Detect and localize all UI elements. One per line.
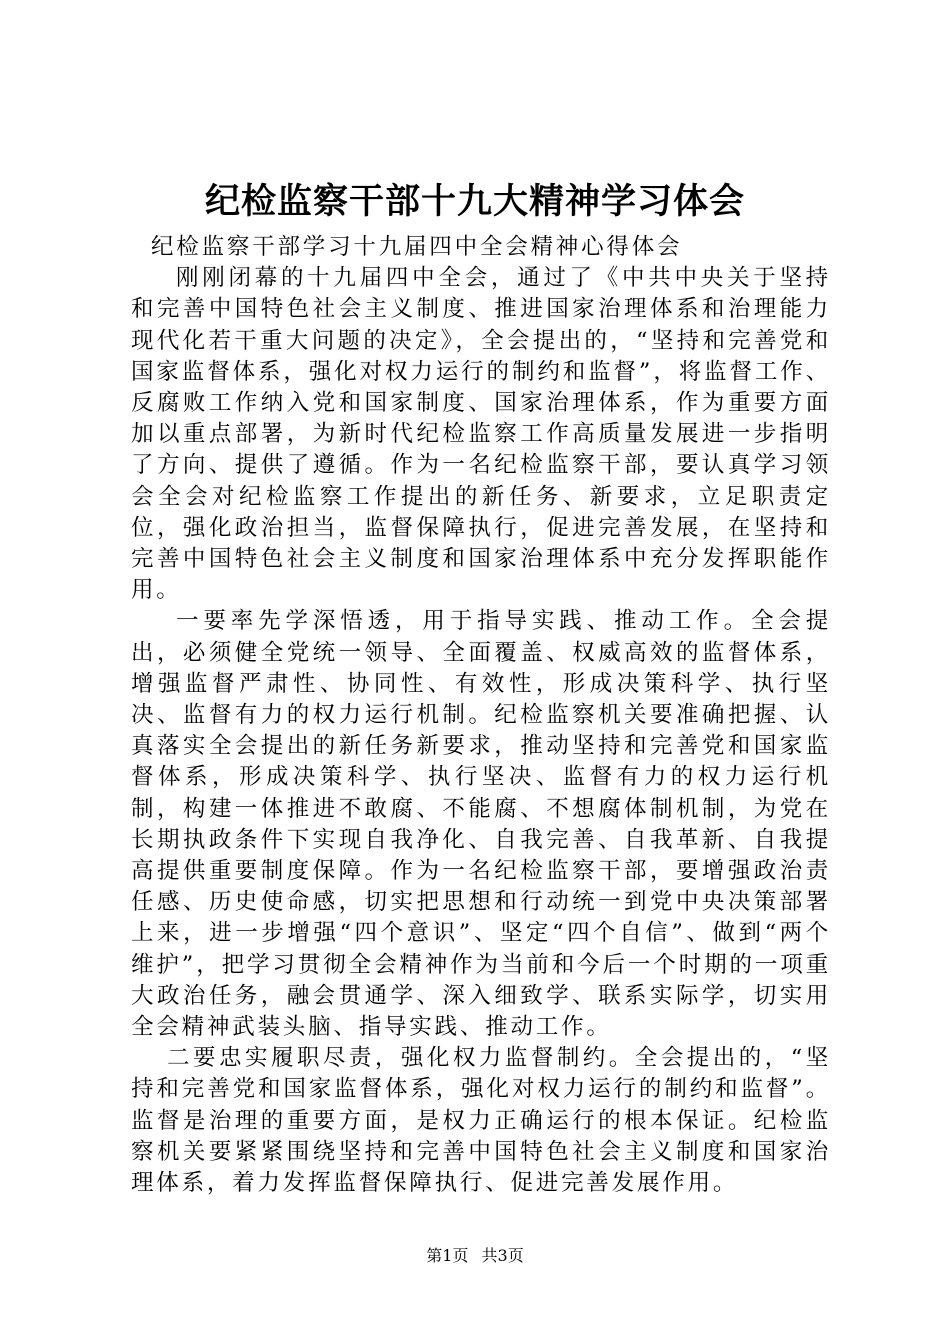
document-title: 纪检监察干部十九大精神学习体会 — [204, 181, 745, 222]
page-footer — [0, 1245, 950, 1267]
document-subtitle: 纪检监察干部学习十九届四中全会精神心得体会 — [151, 234, 683, 260]
page-number-current: 第1页 — [426, 1246, 469, 1265]
page-number-total: 共3页 — [481, 1246, 524, 1265]
paragraph-intro: 刚刚闭幕的十九届四中全会，通过了《中共中央关于坚持和完善中国特色社会主义制度、推进国家治理体系和治理能力现代化若干重大问题的决定》，全会提出的，“坚持和完善党和国家监督体系，强化对权力运行的制约和监督”，将监督工作、反腐败工作纳入党和国家制度、国家治理体系，作为重要方面加以重点部署，为新时代纪检监察工作高质量发展进一步指明了方向、提供了遵循。作为一名纪检监察干部，要认真学习领会全会对纪检监察工作提出的新任务、新要求，立足职责定位，强化政治担当，监督保障执行，促进完善发展，在坚持和完善中国特色社会主义制度和国家治理体系中充分发挥职能作用。 — [131, 265, 831, 604]
paragraph-point-one: 一要率先学深悟透，用于指导实践、推动工作。全会提出，必须健全党统一领导、全面覆盖、权威高效的监督体系，增强监督严肃性、协同性、有效性，形成决策科学、执行坚决、监督有力的权力运行机制。纪检监察机关要准确把握、认真落实全会提出的新任务新要求，推动坚持和完善党和国家监督体系，形成决策科学、执行坚决、监督有力的权力运行机制，构建一体推进不敢腐、不能腐、不想腐体制机制，为党在长期执政条件下实现自我净化、自我完善、自我革新、自我提高提供重要制度保障。作为一名纪检监察干部，要增强政治责任感、历史使命感，切实把思想和行动统一到党中央决策部署上来，进一步增强“四个意识”、坚定“四个自信”、做到“两个维护”，把学习贯彻全会精神作为当前和今后一个时期的一项重大政治任务，融会贯通学、深入细致学、联系实际学，切实用全会精神武装头脑、指导实践、推动工作。 — [131, 608, 831, 1041]
document-body — [131, 232, 831, 1199]
paragraph-point-two: 二要忠实履职尽责，强化权力监督制约。全会提出的，“坚持和完善党和国家监督体系，强化对权力运行的制约和监督”。监督是治理的重要方面，是权力正确运行的根本保证。纪检监察机关要紧紧围绕坚持和完善中国特色社会主义制度和国家治理体系，着力发挥监督保障执行、促进完善发展作用。 — [131, 1045, 831, 1197]
